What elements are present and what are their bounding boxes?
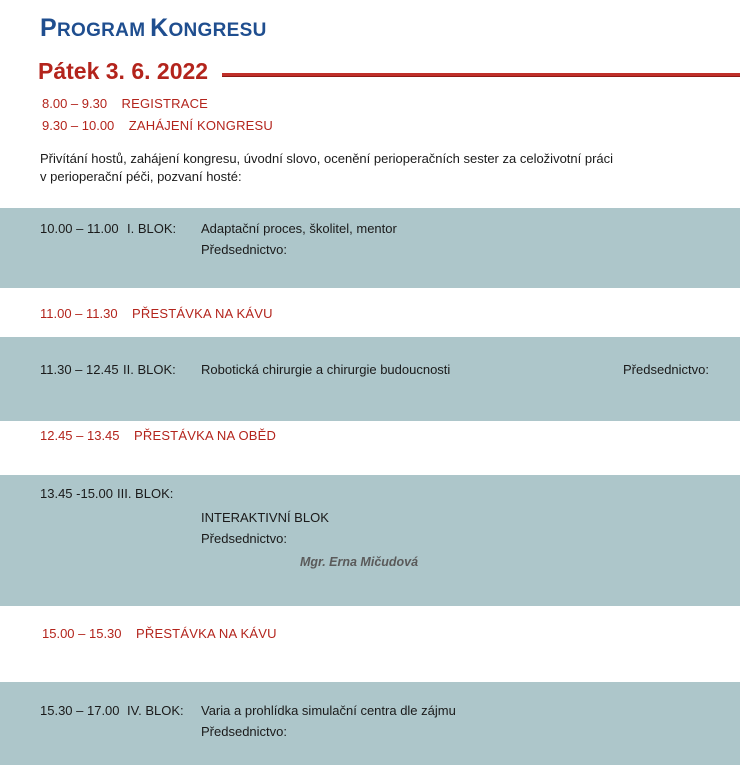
block-3-chair: Předsednictvo: [201, 531, 287, 546]
intro-text-line-1: Přivítání hostů, zahájení kongresu, úvodní slovo, ocenění perioperačních sester za celoživotní práci [40, 151, 614, 166]
day-heading: Pátek 3. 6. 2022 [38, 58, 209, 84]
block-1-time: 10.00 – 11.00 [40, 221, 119, 236]
block-3-time: 13.45 -15.00 [40, 486, 114, 501]
item-time: 8.00 – 9.30 [42, 96, 108, 111]
block-1-topic: Adaptační proces, školitel, mentor [201, 221, 397, 236]
block-4-topic: Varia a prohlídka simulační centra dle zájmu [201, 703, 456, 718]
block-3-topic: INTERAKTIVNÍ BLOK [201, 510, 329, 525]
break-1 [40, 306, 273, 321]
block-4-time: 15.30 – 17.00 [40, 703, 120, 718]
block-3-label: III. BLOK: [117, 486, 174, 501]
break-3 [42, 626, 277, 641]
block-band-4 [0, 682, 740, 765]
schedule-item-registration [42, 96, 208, 111]
block-4-chair: Předsednictvo: [201, 724, 287, 739]
block-2-time: 11.30 – 12.45 [40, 362, 119, 377]
block-3-person: Mgr. Erna Mičudová [300, 555, 419, 569]
block-2-chair: Předsednictvo: [623, 362, 709, 377]
block-2-label: II. BLOK: [123, 362, 176, 377]
item-label: ZAHÁJENÍ KONGRESU [128, 118, 274, 133]
break-2 [40, 428, 276, 443]
break-label: PŘESTÁVKA NA KÁVU [135, 626, 277, 641]
break-time: 15.00 – 15.30 [42, 626, 122, 641]
day-divider-line [222, 73, 740, 77]
break-label: PŘESTÁVKA NA OBĚD [133, 428, 277, 443]
break-time: 11.00 – 11.30 [40, 306, 118, 321]
block-4-label: IV. BLOK: [127, 703, 184, 718]
block-1-chair: Předsednictvo: [201, 242, 287, 257]
program-title: PROGRAM KONGRESU [40, 14, 267, 42]
block-2-topic: Robotická chirurgie a chirurgie budoucnosti [201, 362, 451, 377]
item-label: REGISTRACE [121, 96, 209, 111]
item-time: 9.30 – 10.00 [42, 118, 115, 133]
break-label: PŘESTÁVKA NA KÁVU [132, 306, 273, 321]
schedule-item-opening [42, 118, 273, 133]
block-1-label: I. BLOK: [127, 221, 177, 236]
break-time: 12.45 – 13.45 [40, 428, 120, 443]
block-band-1 [0, 208, 740, 288]
intro-text-line-2: v perioperační péči, pozvaní hosté: [40, 169, 242, 184]
block-band-2 [0, 337, 740, 421]
